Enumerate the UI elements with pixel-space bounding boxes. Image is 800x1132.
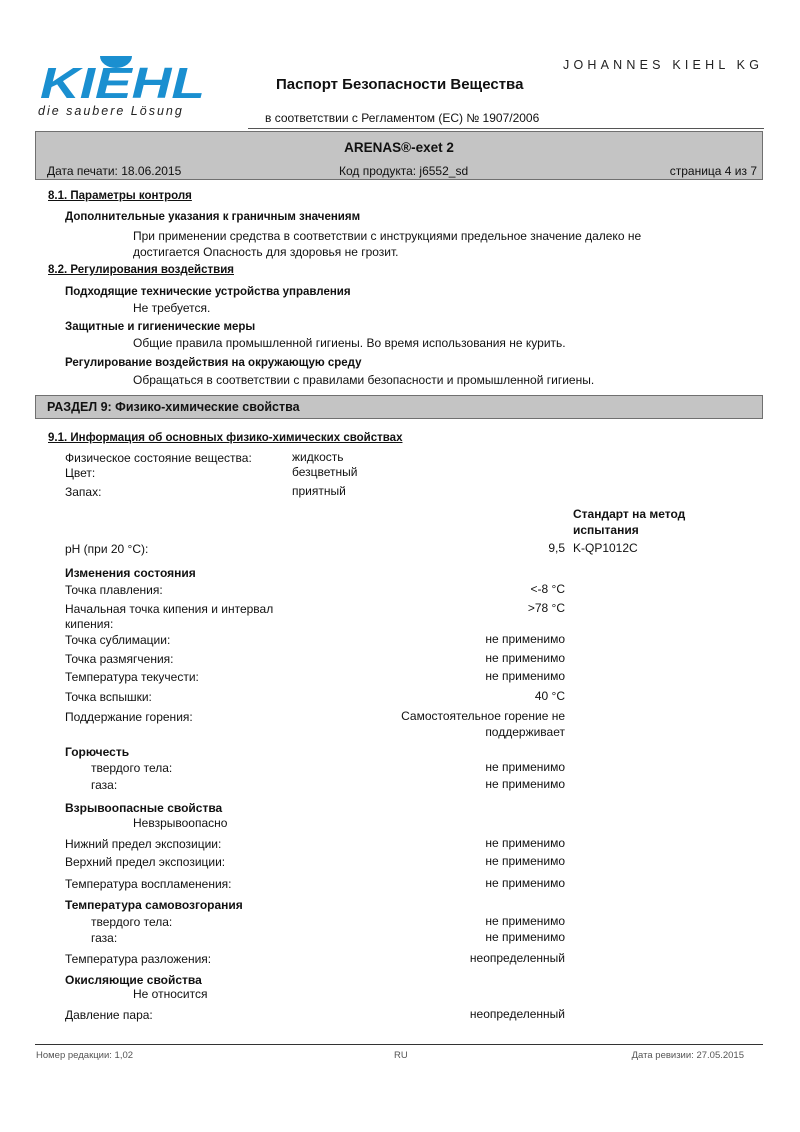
autoign-solid-value: не применимо [485, 914, 565, 928]
melting-value: <-8 °C [530, 582, 565, 596]
upper-limit-value: не применимо [485, 854, 565, 868]
ph-label: pH (при 20 °C): [65, 542, 149, 556]
decomposition-label: Температура разложения: [65, 952, 212, 966]
lower-limit-label: Нижний предел экспозиции: [65, 837, 222, 851]
flam-gas-value: не применимо [485, 777, 565, 791]
softening-value: не применимо [485, 651, 565, 665]
sublimation-label: Точка сублимации: [65, 633, 171, 647]
section-9-1-title: 9.1. Информация об основных физико-химических свойствах [48, 432, 403, 444]
revision-number: Номер редакции: 1,02 [36, 1050, 134, 1061]
ph-standard: K-QP1012C [573, 541, 638, 555]
limit-values-text-2: достигается Опасность для здоровья не грозит. [133, 245, 399, 259]
ignition-temp-value: не применимо [485, 876, 565, 890]
autoign-gas-value: не применимо [485, 930, 565, 944]
sublimation-value: не применимо [485, 632, 565, 646]
state-value: жидкость [292, 450, 344, 464]
boiling-value: >78 °C [527, 601, 565, 615]
explosive-heading: Взрывоопасные свойства [65, 801, 223, 815]
flam-solid-label: твердого тела: [91, 761, 173, 775]
limit-values-text-1: При применении средства в соответствии с инструкциями предельное значение далеко не [133, 229, 642, 243]
kiehl-logo [38, 52, 218, 122]
odor-label: Запах: [65, 485, 102, 499]
autoign-solid-label: твердого тела: [91, 915, 173, 929]
page-number: страница 4 из 7 [669, 164, 757, 178]
pour-point-label: Температура текучести: [65, 670, 199, 684]
revision-date: Дата ревизии: 27.05.2015 [631, 1050, 744, 1061]
boiling-label-2: кипения: [65, 617, 114, 631]
autoignition-heading: Температура самовозгорания [65, 898, 243, 912]
logo-tagline: die saubere Lösung [38, 104, 184, 118]
odor-value: приятный [292, 484, 346, 498]
section-9-title: РАЗДЕЛ 9: Физико-химические свойства [47, 400, 300, 414]
combustion-value-2: поддерживает [485, 725, 565, 739]
svg-text:KIEHL: KIEHL [40, 59, 205, 108]
state-change-heading: Изменения состояния [65, 566, 196, 580]
upper-limit-label: Верхний предел экспозиции: [65, 855, 226, 869]
color-value: безцветный [292, 465, 358, 479]
ignition-temp-label: Температура воспламенения: [65, 877, 232, 891]
vapor-pressure-label: Давление пара: [65, 1008, 153, 1022]
softening-label: Точка размягчения: [65, 652, 174, 666]
explosive-text: Невзрывоопасно [133, 816, 228, 830]
boiling-label-1: Начальная точка кипения и интервал [65, 602, 274, 616]
oxidizing-heading: Окисляющие свойства [65, 973, 202, 987]
flash-point-label: Точка вспышки: [65, 690, 152, 704]
combustion-label: Поддержание горения: [65, 710, 193, 724]
env-exposure-text: Обращаться в соответствии с правилами безопасности и промышленной гигиены. [133, 373, 595, 387]
decomposition-value: неопределенный [469, 951, 565, 965]
language-code: RU [394, 1050, 408, 1061]
product-name: ARENAS®-exet 2 [344, 140, 454, 155]
tech-controls-text: Не требуется. [133, 301, 211, 315]
hygiene-heading: Защитные и гигиенические меры [65, 321, 256, 333]
env-exposure-heading: Регулирование воздействия на окружающую среду [65, 357, 362, 369]
combustion-value-1: Самостоятельное горение не [401, 709, 565, 723]
section-8-1-title: 8.1. Параметры контроля [48, 190, 192, 202]
vapor-pressure-value: неопределенный [469, 1007, 565, 1021]
limit-values-heading: Дополнительные указания к граничным значениям [65, 211, 361, 223]
test-standard-header-1: Стандарт на метод [573, 507, 686, 521]
document-title: Паспорт Безопасности Вещества [276, 76, 524, 93]
test-standard-header-2: испытания [573, 523, 639, 537]
flammability-heading: Горючесть [65, 745, 130, 759]
flam-gas-label: газа: [91, 778, 118, 792]
section-9-band [35, 395, 763, 419]
product-code: Код продукта: j6552_sd [339, 164, 469, 178]
product-banner [35, 131, 763, 180]
pour-point-value: не применимо [485, 669, 565, 683]
lower-limit-value: не применимо [485, 836, 565, 850]
melting-label: Точка плавления: [65, 583, 163, 597]
hygiene-text: Общие правила промышленной гигиены. Во время использования не курить. [133, 336, 566, 350]
state-label: Физическое состояние вещества: [65, 451, 252, 465]
oxidizing-text: Не относится [133, 987, 208, 1001]
color-label: Цвет: [65, 466, 96, 480]
company-name: JOHANNES KIEHL KG [563, 58, 764, 72]
tech-controls-heading: Подходящие технические устройства управления [65, 286, 351, 298]
ph-value: 9,5 [548, 541, 565, 555]
regulation-text: в соответствии с Регламентом (ЕС) № 1907/2006 [265, 111, 540, 125]
flash-point-value: 40 °C [534, 689, 565, 703]
print-date: Дата печати: 18.06.2015 [47, 164, 182, 178]
autoign-gas-label: газа: [91, 931, 118, 945]
section-8-2-title: 8.2. Регулирования воздействия [48, 264, 234, 276]
header-divider [248, 128, 764, 129]
footer-divider [35, 1044, 763, 1045]
flam-solid-value: не применимо [485, 760, 565, 774]
